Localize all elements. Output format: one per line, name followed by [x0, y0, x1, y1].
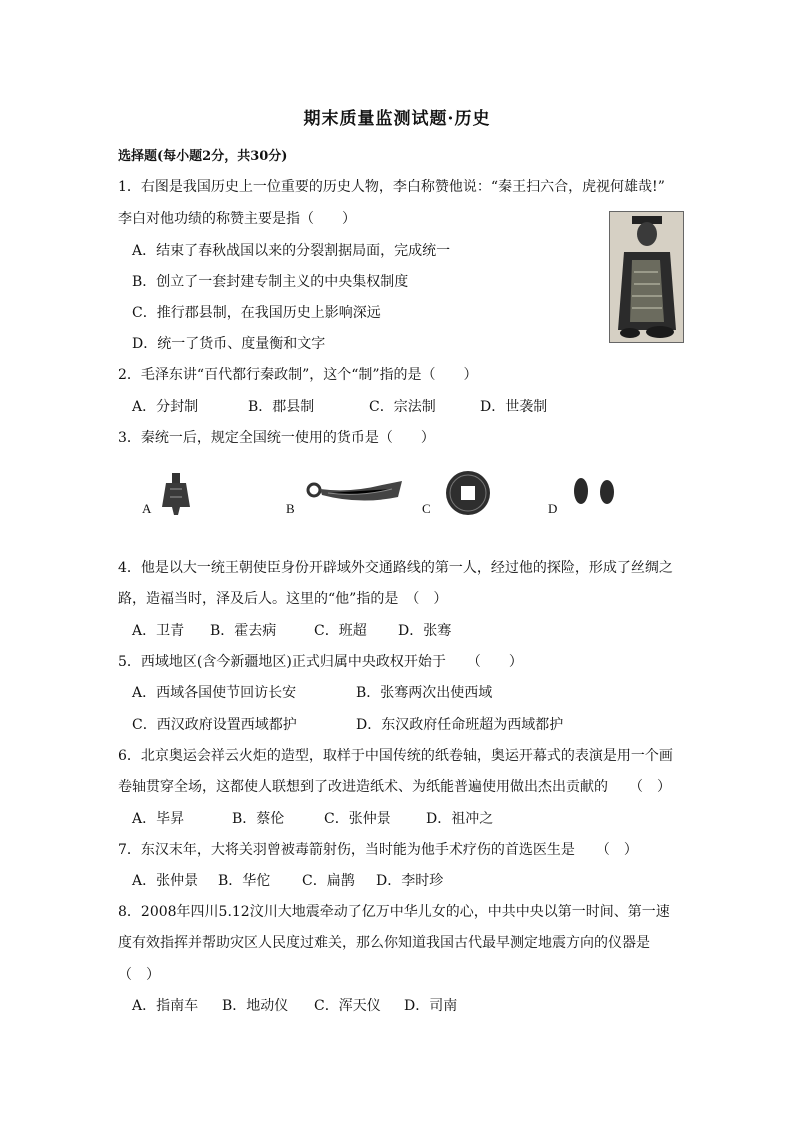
q5-option-b: B．张骞两次出使西域	[356, 685, 493, 701]
q2-stem: 2．毛泽东讲“百代都行秦政制”，这个“制”指的是（ ）	[118, 367, 478, 383]
q6-option-a: A．毕昇	[132, 811, 185, 827]
q2-option-a: A．分封制	[132, 399, 199, 415]
q7-option-a: A．张仲景	[132, 873, 199, 889]
q1-option-b: B．创立了一套封建专制主义的中央集权制度	[132, 274, 409, 290]
spade-coin-icon	[162, 473, 190, 515]
coin-label-a: A	[142, 501, 152, 516]
q6-option-c: C．张仲景	[324, 811, 391, 827]
page-title: 期末质量监测试题·历史	[303, 109, 491, 129]
coin-label-c: C	[422, 501, 431, 516]
q8-option-d: D．司南	[404, 998, 458, 1014]
coin-images	[120, 465, 640, 525]
q5-option-a: A．西域各国使节回访长安	[132, 685, 297, 701]
q7-option-d: D．李时珍	[376, 873, 444, 889]
q6-stem-line1: 6．北京奥运会祥云火炬的造型，取样于中国传统的纸卷轴，奥运开幕式的表演是用一个画	[118, 748, 673, 764]
q8-stem-line2: 度有效指挥并帮助灾区人民度过难关，那么你知道我国古代最早测定地震方向的仪器是	[118, 935, 650, 951]
q5-stem: 5．西域地区(含今新疆地区)正式归属中央政权开始于 （ ）	[118, 654, 523, 670]
q5-option-c: C．西汉政府设置西域都护	[132, 717, 297, 733]
q4-option-b: B．霍去病	[210, 623, 277, 639]
q8-option-a: A．指南车	[132, 998, 199, 1014]
section-heading: 选择题(每小题2分，共30分)	[118, 149, 288, 164]
q1-stem-line1: 1．右图是我国历史上一位重要的历史人物，李白称赞他说：“秦王扫六合，虎视何雄哉!”	[118, 179, 665, 195]
q5-option-d: D．东汉政府任命班超为西域都护	[356, 717, 564, 733]
q7-option-b: B．华佗	[218, 873, 271, 889]
coin-label-b: B	[286, 501, 295, 516]
q1-option-c: C．推行郡县制，在我国历史上影响深远	[132, 305, 381, 321]
q2-option-c: C．宗法制	[369, 399, 436, 415]
q2-option-b: B．郡县制	[248, 399, 315, 415]
q6-option-d: D．祖冲之	[426, 811, 494, 827]
q4-option-c: C．班超	[314, 623, 367, 639]
q6-stem-line2: 卷轴贯穿全场，这都使人联想到了改进造纸术、为纸能普遍使用做出杰出贡献的 （ ）	[118, 779, 671, 795]
q1-option-a: A．结束了春秋战国以来的分裂割据局面，完成统一	[132, 243, 451, 259]
q8-option-c: C．浑天仪	[314, 998, 381, 1014]
q8-stem-line3: （ ）	[118, 967, 160, 983]
q4-stem-line2: 路，造福当时，泽及后人。这里的“他”指的是 （ ）	[118, 591, 448, 607]
q8-stem-line1: 8．2008年四川5.12汶川大地震牵动了亿万中华儿女的心，中共中央以第一时间、第一速	[118, 904, 670, 920]
q2-option-d: D．世袭制	[480, 399, 548, 415]
q4-option-d: D．张骞	[398, 623, 452, 639]
q7-stem: 7．东汉末年，大将关羽曾被毒箭射伤，当时能为他手术疗伤的首选医生是 （ ）	[118, 842, 638, 858]
q1-stem-line2: 李白对他功绩的称赞主要是指（ ）	[118, 211, 356, 227]
q4-stem-line1: 4．他是以大一统王朝使臣身份开辟域外交通路线的第一人，经过他的探险，形成了丝绸之	[118, 560, 673, 576]
q1-option-d: D．统一了货币、度量衡和文字	[132, 336, 326, 352]
q4-option-a: A．卫青	[132, 623, 185, 639]
round-coin-icon	[446, 471, 490, 515]
q8-option-b: B．地动仪	[222, 998, 289, 1014]
q7-option-c: C．扁鹊	[302, 873, 355, 889]
knife-coin-icon	[308, 481, 402, 501]
coin-label-d: D	[548, 501, 558, 516]
ant-nose-coin-icon	[574, 478, 614, 504]
q3-stem: 3．秦统一后，规定全国统一使用的货币是（ ）	[118, 430, 435, 446]
q6-option-b: B．蔡伦	[232, 811, 285, 827]
qin-emperor-portrait	[609, 211, 684, 343]
